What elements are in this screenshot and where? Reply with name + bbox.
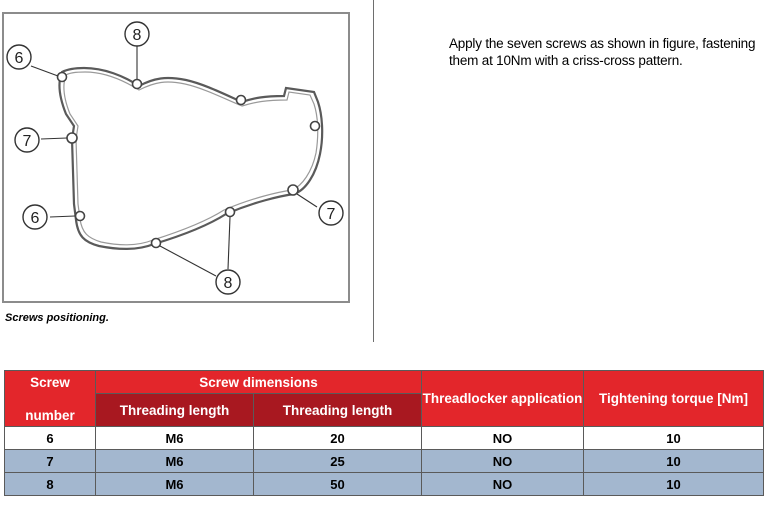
threading-length-header-2: Threading length	[254, 394, 422, 427]
cell-threadlocker: NO	[422, 427, 584, 450]
screw-hole	[67, 133, 77, 143]
threading-length-header-1: Threading length	[96, 394, 254, 427]
cell-torque: 10	[584, 427, 764, 450]
table-row	[5, 427, 764, 450]
screw-hole	[133, 80, 142, 89]
callout-label: 8	[223, 275, 233, 292]
callout-label: 7	[22, 133, 32, 150]
cell-torque: 10	[584, 450, 764, 473]
leader-line	[41, 138, 67, 139]
cell-thread: M6	[96, 450, 254, 473]
screw-hole	[237, 96, 246, 105]
threadlocker-header: Threadlocker application	[422, 371, 584, 427]
instruction-text: Apply the seven screws as shown in figure, fastening them at 10Nm with a criss-cross pattern.	[449, 36, 756, 68]
table-row	[5, 450, 764, 473]
leader-line	[228, 217, 230, 269]
cell-threadlocker: NO	[422, 450, 584, 473]
screw-number-header	[5, 371, 96, 427]
screw-number-header-top: Screw	[30, 374, 70, 390]
leader-line	[297, 194, 317, 207]
screw-spec-table	[4, 370, 764, 496]
screw-hole	[76, 212, 85, 221]
column-divider	[373, 0, 374, 342]
table-row	[5, 473, 764, 496]
screw-number-header-bottom: number	[25, 407, 75, 423]
cell-thread: M6	[96, 473, 254, 496]
screw-hole	[152, 239, 161, 248]
callout-label: 8	[132, 27, 142, 44]
cell-length: 25	[254, 450, 422, 473]
cover-gasket-drawing	[4, 14, 348, 301]
figure-caption: Screws positioning.	[5, 312, 109, 324]
callout-label: 6	[30, 210, 40, 227]
cell-number: 7	[5, 450, 96, 473]
screw-hole	[226, 208, 235, 217]
gasket-outline	[59, 68, 322, 249]
leader-line	[160, 246, 216, 276]
torque-header: Tightening torque [Nm]	[584, 371, 764, 427]
cell-torque: 10	[584, 473, 764, 496]
callout-label: 7	[326, 206, 336, 223]
figure-panel	[2, 12, 350, 303]
screw-dimensions-header: Screw dimensions	[96, 371, 422, 394]
screw-hole	[288, 185, 298, 195]
screw-hole	[58, 73, 67, 82]
cell-number: 6	[5, 427, 96, 450]
cell-length: 20	[254, 427, 422, 450]
cell-thread: M6	[96, 427, 254, 450]
gasket-inner-outline	[64, 72, 318, 245]
screw-hole	[311, 122, 320, 131]
cell-number: 8	[5, 473, 96, 496]
cell-threadlocker: NO	[422, 473, 584, 496]
leader-line	[31, 66, 58, 76]
cell-length: 50	[254, 473, 422, 496]
callout-label: 6	[14, 50, 24, 67]
leader-line	[50, 216, 75, 217]
